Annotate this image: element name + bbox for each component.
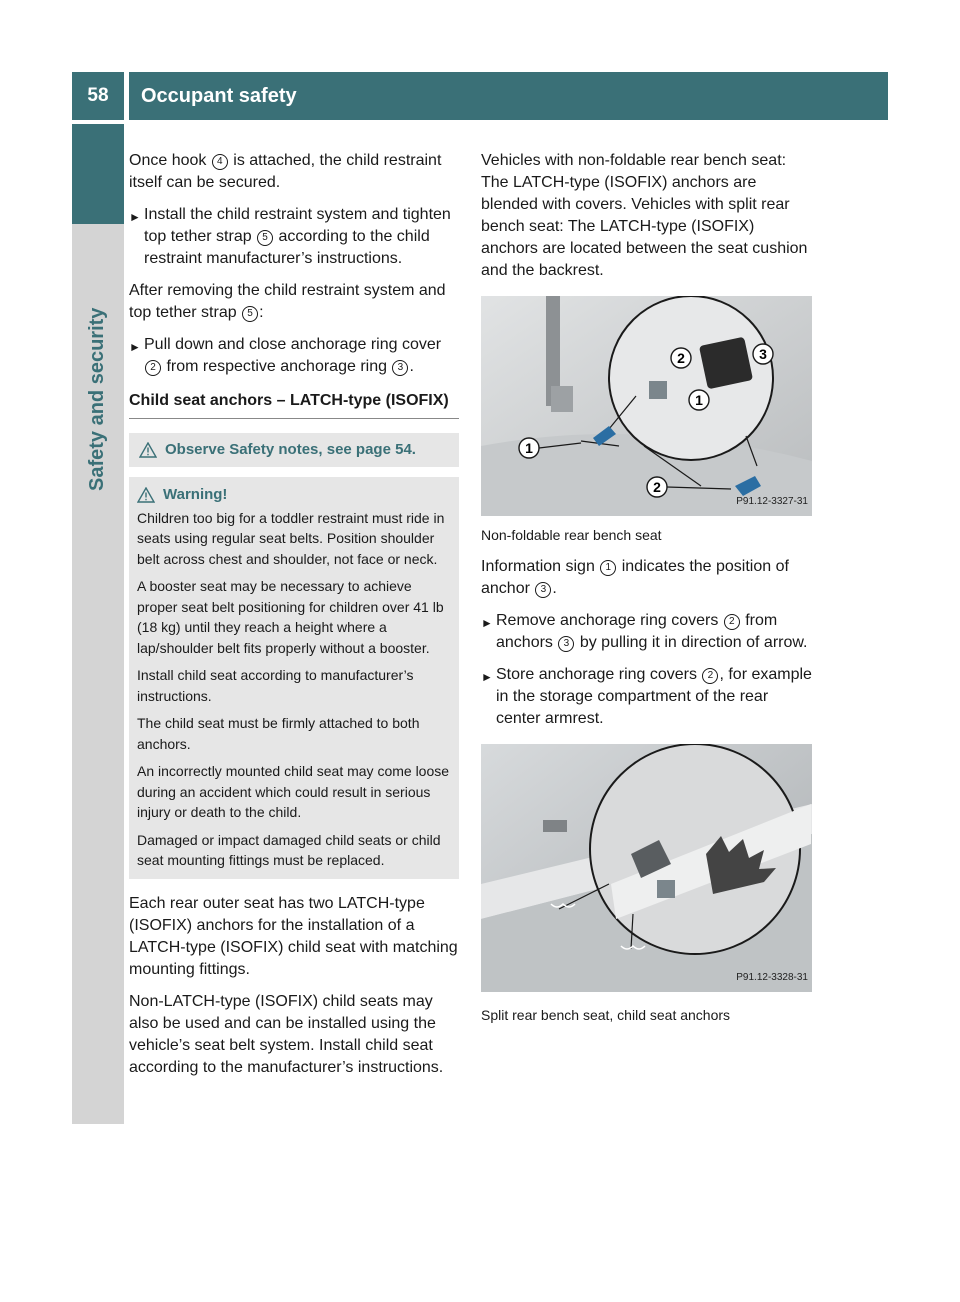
callout-number: 3 bbox=[558, 636, 574, 652]
warning-text: Damaged or impact damaged child seats or child seat mounting fittings must be replaced. bbox=[137, 831, 441, 868]
instruction-step: ► Pull down and close anchorage ring cover 2 from respective anchorage ring 3 . bbox=[129, 334, 459, 378]
warning-text: Children too big for a toddler restraint must ride in seats using regular seat belts. Position shoulder belt across chest and shoulder, not face or neck. bbox=[137, 509, 445, 567]
step-arrow-icon: ► bbox=[129, 340, 141, 354]
figure-label: 1 bbox=[525, 440, 533, 456]
warning-text: Install child seat according to manufacturer’s instructions. bbox=[137, 667, 414, 704]
step-arrow-icon: ► bbox=[481, 616, 493, 630]
warning-title: Warning! bbox=[137, 485, 451, 506]
callout-number: 5 bbox=[257, 230, 273, 246]
callout-number: 2 bbox=[145, 360, 161, 376]
figure-label: 2 bbox=[653, 479, 661, 495]
warning-text: The child seat must be firmly attached to both anchors. bbox=[137, 715, 420, 752]
observe-note: Observe Safety notes, see page 54. bbox=[129, 433, 459, 467]
callout-number: 3 bbox=[392, 360, 408, 376]
figure-label: 2 bbox=[677, 350, 685, 366]
left-column bbox=[129, 150, 459, 1089]
figure-caption: Non-foldable rear bench seat bbox=[481, 527, 662, 543]
step-arrow-icon: ► bbox=[481, 670, 493, 684]
paragraph: Once hook 4 is attached, the child restraint itself can be secured. bbox=[129, 152, 442, 191]
photo-split-seat bbox=[481, 744, 812, 992]
callout-number: 4 bbox=[212, 154, 228, 170]
warning-box bbox=[129, 477, 459, 879]
page-number: 58 bbox=[72, 72, 124, 120]
paragraph: After removing the child restraint system and top tether strap 5 : bbox=[129, 282, 446, 321]
callout-number: 2 bbox=[724, 614, 740, 630]
photo-illustration bbox=[481, 744, 812, 992]
callout-number: 1 bbox=[600, 560, 616, 576]
paragraph: Information sign 1 indicates the position of anchor 3 . bbox=[481, 558, 789, 597]
side-tab-marker bbox=[72, 124, 124, 224]
side-tab-label: Safety and security bbox=[86, 307, 108, 491]
warning-triangle-icon bbox=[139, 442, 157, 458]
section-heading: Child seat anchors – LATCH-type (ISOFIX) bbox=[129, 390, 459, 419]
step-arrow-icon: ► bbox=[129, 210, 141, 224]
figure-caption: Split rear bench seat, child seat anchors bbox=[481, 1007, 731, 1023]
figure-label: 3 bbox=[759, 346, 767, 362]
instruction-step: ► Install the child restraint system and tighten top tether strap 5 according to the child restraint manufacturer’s instructions. bbox=[129, 204, 459, 270]
paragraph: Each rear outer seat has two LATCH-type (ISOFIX) anchors for the installation of a LATCH-type (ISOFIX) child seat with matching mounting fittings. bbox=[129, 894, 458, 978]
figure-code: P91.12-3328-31 bbox=[736, 972, 808, 983]
instruction-step: ► Remove anchorage ring covers 2 from anchors 3 by pulling it in direction of arrow. bbox=[481, 610, 812, 654]
callout-number: 2 bbox=[702, 668, 718, 684]
right-column bbox=[481, 150, 812, 1036]
paragraph: Non-LATCH-type (ISOFIX) child seats may also be used and can be installed using the vehicle’s seat belt system. Install child seat according to the manufacturer’s instructions. bbox=[129, 992, 444, 1076]
photo-illustration bbox=[481, 296, 812, 516]
figure-label: 1 bbox=[695, 392, 703, 408]
instruction-step: ► Store anchorage ring covers 2 , for example in the storage compartment of the rear center armrest. bbox=[481, 664, 812, 730]
warning-text: A booster seat may be necessary to achieve proper seat belt positioning for children over 41 lb (18 kg) until they reach a height where a lap/shoulder belt fits properly without a booster. bbox=[137, 578, 444, 656]
callout-number: 3 bbox=[535, 582, 551, 598]
warning-triangle-icon bbox=[137, 487, 155, 503]
callout-number: 5 bbox=[242, 306, 258, 322]
figure-code: P91.12-3327-31 bbox=[736, 496, 808, 507]
side-tab-label-wrap bbox=[86, 236, 114, 496]
paragraph: Vehicles with non-foldable rear bench seat: The LATCH-type (ISOFIX) anchors are blended with covers. Vehicles with split rear bench seat: The LATCH-type (ISOFIX) anchors are located between the seat cushion and the backrest. bbox=[481, 152, 808, 279]
photo-non-foldable-seat bbox=[481, 296, 812, 516]
warning-text: An incorrectly mounted child seat may come loose during an accident which could result in serious injury or death to the child. bbox=[137, 763, 450, 820]
page-title: Occupant safety bbox=[129, 72, 888, 120]
